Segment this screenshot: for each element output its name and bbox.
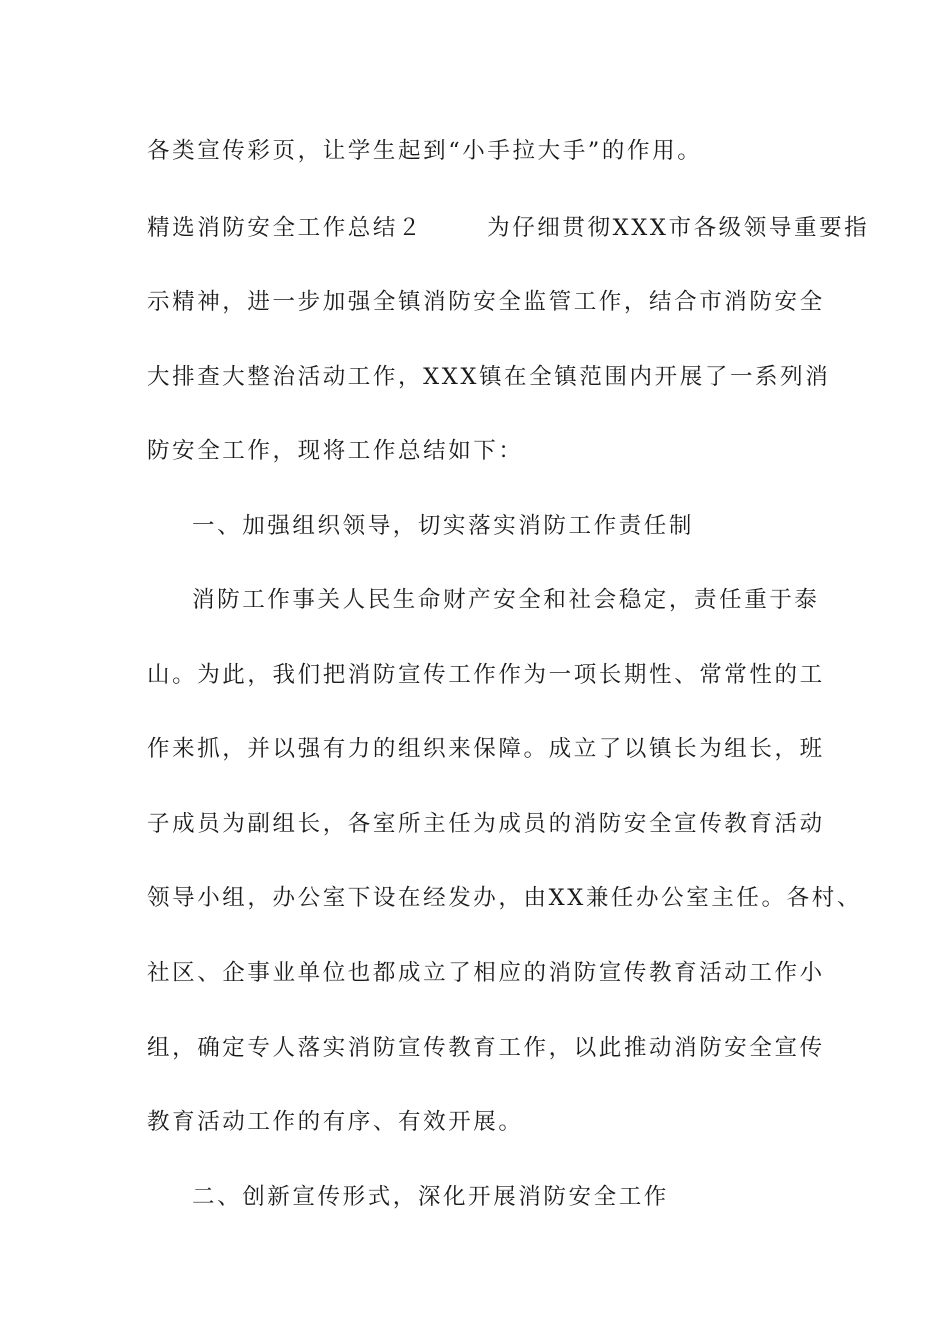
heading: 一、加强组织领导，切实落实消防工作责任制: [192, 513, 695, 539]
paragraph-start: 为仔细贯彻XXX市各级领导重要指: [487, 215, 870, 241]
text-line: 教育活动工作的有序、有效开展。: [147, 1109, 524, 1135]
text-line: 组，确定专人落实消防宣传教育工作，以此推动消防安全宣传: [147, 1035, 825, 1061]
text-line: 防安全工作，现将工作总结如下：: [147, 438, 524, 464]
text-line: 领导小组，办公室下设在经发办，由XX兼任办公室主任。各村、: [147, 885, 862, 911]
text-line: 大排查大整治活动工作，XXX镇在全镇范围内开展了一系列消: [147, 364, 831, 390]
text-line: 子成员为副组长，各室所主任为成员的消防安全宣传教育活动: [147, 811, 825, 837]
text-line: 各类宣传彩页，让学生起到“小手拉大手”的作用。: [147, 138, 703, 164]
text-line: [147, 213, 870, 243]
text-line: 作来抓，并以强有力的组织来保障。成立了以镇长为组长，班: [147, 736, 825, 762]
text-line: 山。为此，我们把消防宣传工作作为一项长期性、常常性的工: [147, 662, 825, 688]
text-line: 消防工作事关人民生命财产安全和社会稳定，责任重于泰: [192, 587, 820, 613]
text-line: 示精神，进一步加强全镇消防安全监管工作，结合市消防安全: [147, 289, 825, 315]
section-title: 精选消防安全工作总结２: [147, 215, 424, 241]
text-line: 社区、企事业单位也都成立了相应的消防宣传教育活动工作小: [147, 960, 825, 986]
heading: 二、创新宣传形式，深化开展消防安全工作: [192, 1184, 669, 1210]
